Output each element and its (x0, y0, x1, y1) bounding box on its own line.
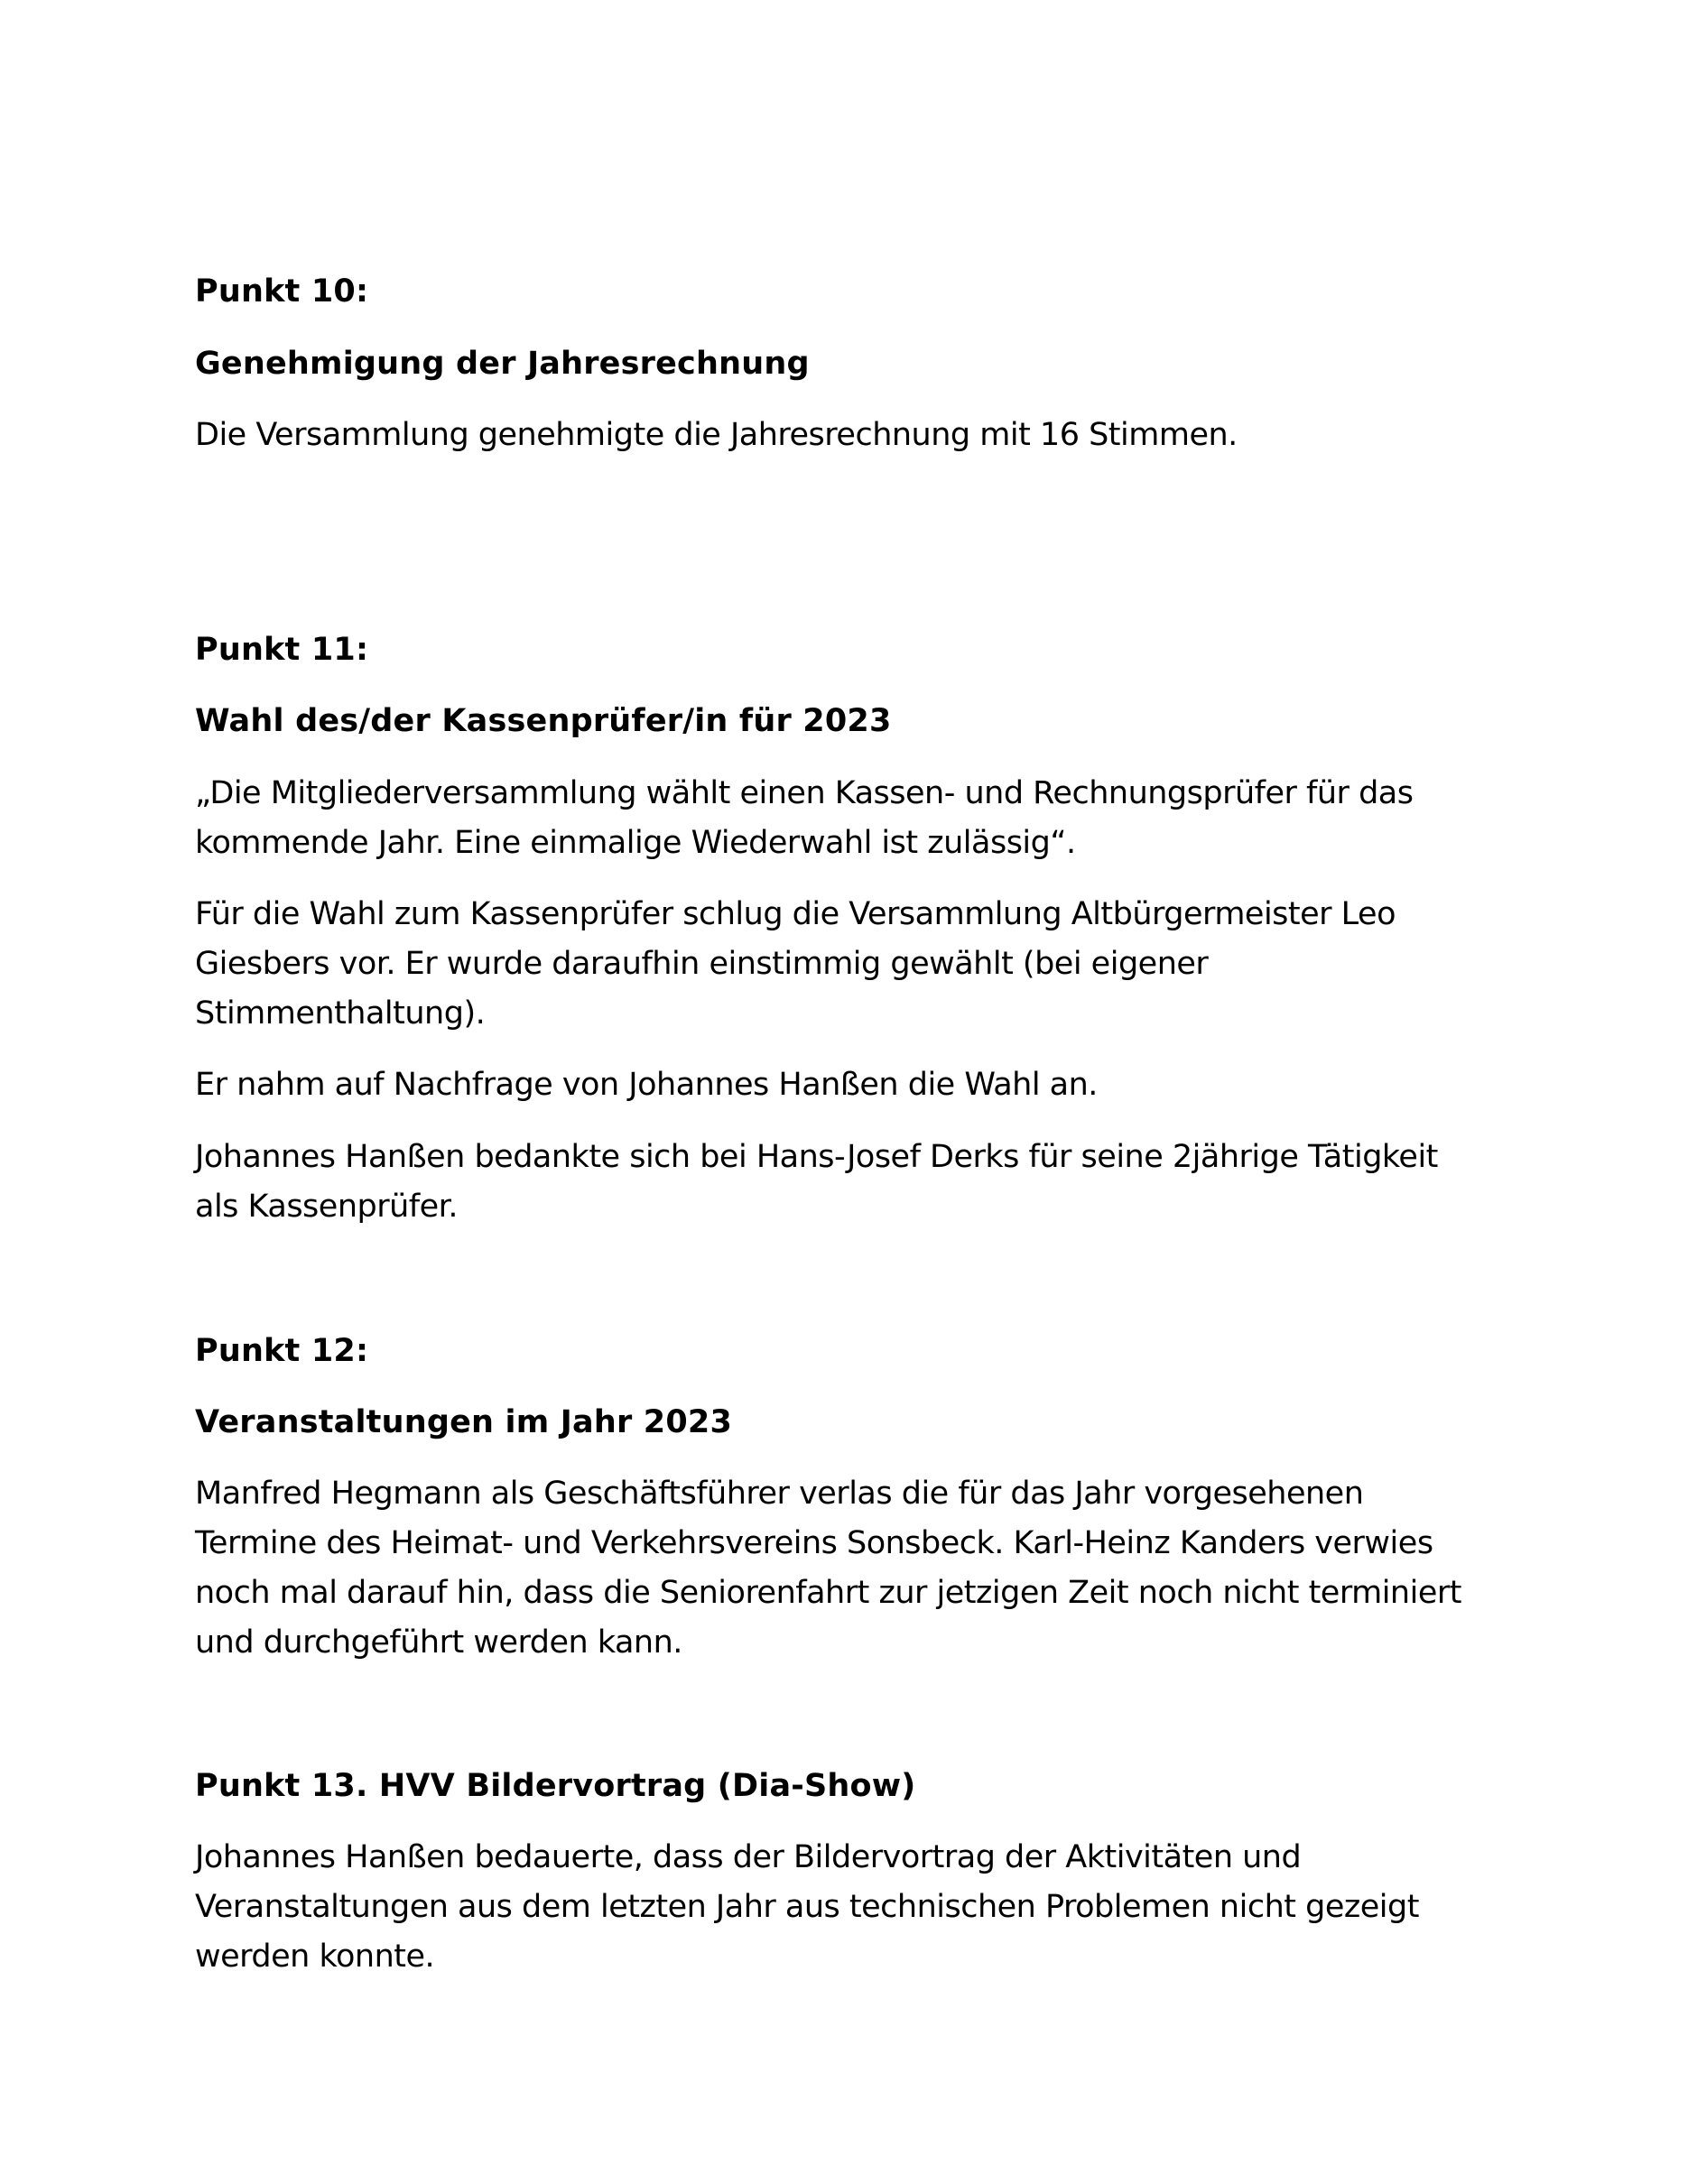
paragraph-line: Veranstaltungen aus dem letzten Jahr aus technischen Problemen nicht gezeigt (195, 1889, 1419, 1925)
paragraph-line: Stimmenthaltung). (195, 995, 486, 1032)
section-heading: Punkt 12: (195, 1333, 369, 1369)
paragraph-line: „Die Mitgliederversammlung wählt einen Kassen- und Rechnungsprüfer für das (195, 775, 1414, 811)
section-heading: Punkt 13. HVV Bildervortrag (Dia-Show) (195, 1768, 916, 1804)
paragraph-line: als Kassenprüfer. (195, 1189, 458, 1225)
paragraph-line: Johannes Hanßen bedankte sich bei Hans-Josef Derks für seine 2jährige Tätigkeit (195, 1139, 1438, 1175)
paragraph-line: Er nahm auf Nachfrage von Johannes Hanßen die Wahl an. (195, 1067, 1098, 1103)
paragraph-line: und durchgeführt werden kann. (195, 1624, 682, 1661)
section-title: Veranstaltungen im Jahr 2023 (195, 1404, 733, 1440)
paragraph-line: noch mal darauf hin, dass die Seniorenfahrt zur jetzigen Zeit noch nicht terminiert (195, 1575, 1461, 1611)
paragraph-line: werden konnte. (195, 1939, 435, 1975)
section-title: Genehmigung der Jahresrechnung (195, 346, 810, 382)
paragraph-line: Giesbers vor. Er wurde daraufhin einstimmig gewählt (bei eigener (195, 946, 1209, 982)
paragraph-line: Manfred Hegmann als Geschäftsführer verlas die für das Jahr vorgesehenen (195, 1476, 1364, 1512)
paragraph-line: kommende Jahr. Eine einmalige Wiederwahl ist zulässig“. (195, 825, 1076, 861)
paragraph-line: Termine des Heimat- und Verkehrsvereins Sonsbeck. Karl-Heinz Kanders verwies (195, 1525, 1433, 1561)
section-title: Wahl des/der Kassenprüfer/in für 2023 (195, 703, 892, 739)
paragraph-line: Die Versammlung genehmigte die Jahresrechnung mit 16 Stimmen. (195, 417, 1238, 453)
paragraph-line: Johannes Hanßen bedauerte, dass der Bildervortrag der Aktivitäten und (195, 1839, 1302, 1875)
paragraph-line: Für die Wahl zum Kassenprüfer schlug die Versammlung Altbürgermeister Leo (195, 896, 1396, 932)
section-heading: Punkt 10: (195, 273, 369, 310)
section-heading: Punkt 11: (195, 632, 369, 668)
